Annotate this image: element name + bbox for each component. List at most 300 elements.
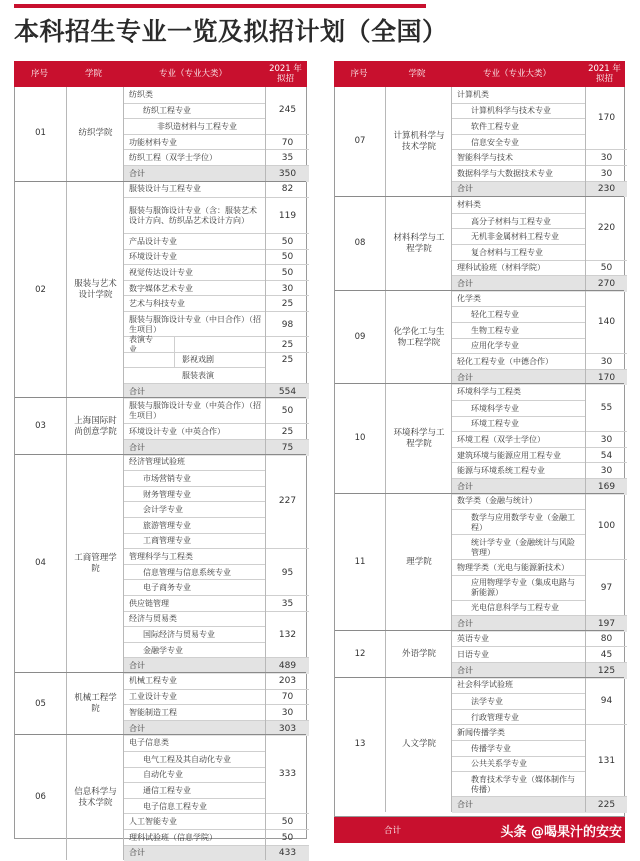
major-name: 财务管理专业	[143, 489, 191, 499]
total-value: 225	[586, 796, 627, 813]
major-row	[124, 642, 266, 659]
major-name: 合计	[129, 168, 145, 178]
plan-value: 50	[266, 813, 309, 830]
major-row	[452, 646, 586, 663]
header-num: 序号	[350, 69, 368, 79]
major-name: 智能制造工程	[129, 707, 177, 717]
major-row	[124, 501, 266, 518]
major-name: 信息管理与信息系统专业	[143, 567, 231, 577]
major-name: 日语专业	[457, 650, 489, 660]
major-row	[452, 693, 586, 710]
major-row	[124, 829, 266, 846]
plan-value: 132	[266, 611, 309, 659]
college-name: 人文学院	[385, 678, 452, 812]
major-row	[452, 678, 586, 694]
major-name: 电气工程及其自动化专业	[143, 754, 231, 764]
sub-row-line	[174, 352, 266, 353]
major-name: 环境科学与工程类	[457, 387, 521, 397]
header-college: 学院	[408, 69, 426, 79]
major-list	[123, 735, 266, 860]
major-row	[452, 87, 586, 103]
major-name: 信息安全专业	[471, 137, 519, 147]
college-group	[335, 493, 624, 631]
major-name: 服装设计与工程专业	[129, 184, 201, 194]
major-row	[124, 689, 266, 706]
plan-value: 203	[278, 675, 297, 686]
group-number: 07	[354, 136, 366, 147]
major-name: 纺织工程（双学士学位）	[129, 153, 217, 163]
plan-value: 119	[266, 197, 309, 234]
major-row	[124, 336, 266, 353]
group-number: 03	[35, 421, 46, 432]
major-name: 环境工程（双学士学位）	[457, 434, 545, 444]
major-row	[124, 564, 266, 581]
major-row	[452, 740, 586, 757]
total-value: 125	[586, 662, 627, 679]
major-row	[452, 384, 586, 400]
major-name: 数字媒体艺术专业	[129, 283, 193, 293]
major-name: 人工智能专业	[129, 817, 177, 827]
plan-values	[585, 678, 627, 812]
major-name: 视觉传达设计专业	[129, 268, 193, 278]
college-name: 材料科学与工程学院	[385, 197, 452, 291]
major-list	[123, 182, 266, 399]
major-row	[124, 673, 266, 689]
left-plan-table	[14, 61, 307, 859]
major-list	[451, 384, 586, 493]
major-name: 计算机科学与技术专业	[471, 106, 551, 116]
major-name: 会计学专业	[143, 505, 183, 515]
header-plan: 2021 年 拟招	[588, 64, 621, 84]
plan-value: 30	[586, 165, 627, 182]
major-row	[124, 134, 266, 151]
college-name: 信息科学与技术学院	[66, 735, 124, 860]
college-group	[15, 87, 306, 181]
major-name: 旅游管理专业	[143, 520, 191, 530]
major-row	[452, 134, 586, 151]
major-name: 法学专业	[471, 697, 503, 707]
major-row	[452, 756, 586, 773]
college-name: 化学化工与生物工程学院	[385, 291, 452, 385]
major-name: 合计	[457, 800, 473, 810]
plan-value: 25	[266, 295, 309, 312]
major-row	[124, 118, 266, 135]
plan-value: 220	[597, 223, 616, 234]
plan-value: 95	[266, 548, 309, 596]
plan-value: 70	[266, 689, 309, 706]
major-row	[124, 517, 266, 534]
major-row	[452, 771, 586, 797]
total-row	[124, 165, 266, 182]
group-number: 09	[354, 332, 366, 343]
major-name: 化学类	[457, 293, 481, 303]
major-row	[124, 751, 266, 768]
major-row	[124, 423, 266, 440]
college-group	[15, 672, 306, 735]
plan-value: 35	[266, 595, 309, 612]
plan-values	[585, 494, 627, 631]
major-row	[452, 213, 586, 230]
major-name: 数学类（金融与统计）	[457, 496, 537, 506]
major-name: 理科试验班（信息学院）	[129, 832, 217, 842]
table-body	[334, 87, 625, 817]
college-group	[335, 677, 624, 812]
plan-value: 80	[600, 633, 613, 644]
major-name: 高分子材料与工程专业	[471, 216, 551, 226]
table-header	[334, 61, 625, 87]
college-name: 计算机科学与技术学院	[385, 87, 452, 196]
major-name: 经济与贸易类	[129, 614, 177, 624]
major-row	[452, 447, 586, 464]
major-name: 材料类	[457, 199, 481, 209]
major-name: 环境科学专业	[471, 403, 519, 413]
major-name: 合计	[129, 386, 145, 396]
major-name: 新闻传播学类	[457, 728, 505, 738]
major-name: 自动化专业	[143, 770, 183, 780]
group-number: 10	[354, 433, 366, 444]
group-number: 06	[35, 792, 46, 803]
college-group	[335, 630, 624, 678]
college-name: 纺织学院	[66, 87, 124, 181]
major-list	[123, 673, 266, 735]
major-name: 电子商务专业	[143, 583, 191, 593]
major-name: 合计	[457, 665, 473, 675]
major-name: 金融学专业	[143, 645, 183, 655]
plan-value: 54	[586, 447, 627, 464]
major-row	[124, 455, 266, 471]
total-value: 169	[586, 478, 627, 495]
college-group	[15, 397, 306, 454]
major-name: 经济管理试验班	[129, 457, 185, 467]
major-row	[452, 534, 586, 560]
page-title: 本科招生专业一览及拟招计划（全国）	[14, 17, 448, 46]
major-name: 服装与服饰设计专业（中日合作）（招生项目）	[129, 314, 261, 334]
group-number: 08	[354, 238, 366, 249]
college-group	[15, 734, 306, 860]
plan-value: 100	[597, 521, 616, 532]
major-list	[451, 494, 586, 631]
major-row	[124, 233, 266, 250]
plan-value: 50	[266, 233, 309, 250]
plan-value: 30	[266, 704, 309, 721]
major-row	[452, 509, 586, 535]
plan-value: 131	[586, 724, 627, 797]
major-name: 供应链管理	[129, 598, 169, 608]
plan-value: 50	[586, 260, 627, 277]
plan-value: 70	[266, 134, 309, 151]
major-row	[124, 782, 266, 799]
plan-value: 333	[278, 769, 297, 780]
plan-values	[265, 398, 309, 454]
major-name: 软件工程专业	[471, 121, 519, 131]
major-name: 生物工程专业	[471, 325, 519, 335]
major-name: 社会科学试验班	[457, 680, 513, 690]
header-plan: 2021 年 拟招	[269, 64, 302, 84]
group-number: 12	[354, 648, 366, 659]
major-row	[124, 182, 266, 198]
major-name: 服装表演	[182, 371, 214, 381]
major-row	[124, 103, 266, 120]
plan-value: 30	[586, 149, 627, 166]
plan-values	[265, 735, 309, 860]
major-name: 非织造材料与工程专业	[157, 121, 237, 131]
major-name: 教育技术学专业（媒体制作与传播）	[471, 774, 575, 794]
major-row	[124, 611, 266, 628]
group-number: 11	[354, 556, 366, 567]
plan-value: 25	[266, 336, 309, 353]
plan-value: 25	[266, 352, 309, 369]
major-row	[452, 353, 586, 370]
plan-value: 35	[266, 149, 309, 166]
major-name: 功能材料专业	[129, 137, 177, 147]
major-row	[124, 470, 266, 487]
major-row	[124, 367, 266, 384]
major-row	[452, 400, 586, 417]
major-row	[452, 118, 586, 135]
major-name: 合计	[129, 848, 145, 858]
major-row	[452, 724, 586, 741]
header-major: 专业（专业大类）	[482, 69, 551, 79]
total-row	[452, 181, 586, 198]
plan-value: 55	[600, 402, 613, 413]
watermark: 头条 @喝果汁的安安	[500, 824, 622, 840]
college-group	[335, 87, 624, 196]
plan-value: 50	[266, 249, 309, 266]
total-value: 433	[266, 845, 309, 861]
major-row	[452, 165, 586, 182]
plan-values	[585, 87, 627, 196]
college-group	[15, 181, 306, 399]
major-row	[124, 735, 266, 751]
major-row	[452, 228, 586, 245]
major-name: 合计	[457, 481, 473, 491]
major-name: 影视戏剧	[182, 355, 214, 365]
major-name: 合计	[457, 184, 473, 194]
major-name: 工商管理专业	[143, 536, 191, 546]
group-number: 05	[35, 698, 46, 709]
major-name: 合计	[457, 619, 473, 629]
plan-value: 82	[281, 184, 294, 195]
major-row	[452, 575, 586, 601]
college-name: 外语学院	[385, 631, 452, 678]
major-name: 公共关系学专业	[471, 759, 527, 769]
total-value: 170	[586, 369, 627, 386]
major-name: 数学与应用数学专业（金融工程）	[471, 512, 575, 532]
major-name: 行政管理专业	[471, 712, 519, 722]
major-name: 传播学专业	[471, 743, 511, 753]
total-value: 75	[266, 439, 309, 456]
major-row	[124, 295, 266, 312]
major-row	[124, 798, 266, 815]
major-row	[124, 280, 266, 297]
major-row	[124, 533, 266, 550]
major-name: 复合材料与工程专业	[471, 247, 543, 257]
plan-values	[265, 87, 309, 181]
total-row	[124, 845, 266, 861]
total-value: 270	[586, 275, 627, 292]
major-name: 纺织类	[129, 89, 153, 99]
major-name: 应用物理学专业（集成电路与新能源）	[471, 578, 575, 598]
total-row	[452, 796, 586, 813]
major-row	[452, 559, 586, 576]
total-value: 350	[266, 165, 309, 182]
plan-value: 50	[281, 405, 294, 416]
college-group	[335, 196, 624, 291]
major-name: 合计	[129, 442, 145, 452]
major-row	[124, 197, 266, 234]
major-row	[452, 149, 586, 166]
college-name: 服装与艺术设计学院	[66, 182, 124, 399]
major-row	[452, 338, 586, 355]
header-num: 序号	[30, 69, 48, 79]
major-name: 电子信息类	[129, 738, 169, 748]
title-accent-bar	[14, 4, 426, 8]
major-row	[124, 813, 266, 830]
major-row	[452, 600, 586, 617]
major-name: 智能科学与技术	[457, 153, 513, 163]
major-row	[452, 197, 586, 213]
college-group	[335, 290, 624, 385]
major-name: 环境工程专业	[471, 419, 519, 429]
grand-total-label: 合计	[384, 826, 402, 836]
major-name: 产品设计专业	[129, 236, 177, 246]
major-name: 统计学专业（金融统计与风险管理）	[471, 537, 575, 557]
major-row	[452, 494, 586, 510]
major-row	[452, 631, 586, 647]
college-group	[15, 454, 306, 673]
major-row	[124, 398, 266, 423]
plan-value: 227	[278, 496, 297, 507]
major-row	[124, 311, 266, 337]
major-list	[451, 197, 586, 291]
plan-value: 30	[266, 280, 309, 297]
plan-value: 94	[600, 696, 613, 707]
college-group	[335, 383, 624, 493]
major-name: 轻化工程专业（中德合作）	[457, 356, 553, 366]
major-row	[124, 767, 266, 784]
college-name: 工商管理学院	[66, 455, 124, 673]
major-row	[124, 352, 266, 369]
header-major: 专业（专业大类）	[158, 69, 227, 79]
major-name: 合计	[129, 661, 145, 671]
major-row	[452, 260, 586, 277]
plan-values	[585, 291, 627, 385]
plan-value: 140	[597, 316, 616, 327]
plan-value: 45	[586, 646, 627, 663]
major-name: 服装与服饰设计专业（含：服装艺术设计方向、纺织品艺术设计方向）	[129, 206, 257, 226]
plan-value: 30	[586, 431, 627, 448]
major-row	[124, 704, 266, 721]
major-name: 数据科学与大数据技术专业	[457, 168, 553, 178]
plan-value: 25	[266, 423, 309, 440]
major-name: 英语专业	[457, 633, 489, 643]
plan-value: 97	[586, 559, 627, 616]
header-college: 学院	[84, 69, 102, 79]
major-row	[124, 626, 266, 643]
group-number: 02	[35, 284, 46, 295]
major-row	[124, 87, 266, 103]
plan-values	[265, 182, 309, 399]
major-row	[124, 595, 266, 612]
major-name: 通信工程专业	[143, 785, 191, 795]
major-list	[451, 678, 586, 812]
major-name: 国际经济与贸易专业	[143, 629, 215, 639]
major-name: 应用化学专业	[471, 341, 519, 351]
major-row	[452, 244, 586, 261]
plan-value: 30	[586, 353, 627, 370]
major-list	[451, 631, 586, 678]
right-plan-table	[334, 61, 625, 817]
plan-value: 170	[597, 113, 616, 124]
plan-value: 30	[586, 462, 627, 479]
total-value: 230	[586, 181, 627, 198]
major-name: 机械工程专业	[129, 675, 177, 685]
major-name: 工业设计专业	[129, 692, 177, 702]
major-name: 能源与环境系统工程专业	[457, 466, 545, 476]
table-header	[14, 61, 307, 87]
major-row	[124, 548, 266, 565]
plan-values	[585, 384, 627, 493]
total-value: 554	[266, 383, 309, 400]
major-name: 纺织工程专业	[143, 106, 191, 116]
major-row	[452, 306, 586, 323]
major-name: 艺术与科技专业	[129, 299, 185, 309]
major-name: 光电信息科学与工程专业	[471, 603, 559, 613]
major-row	[452, 291, 586, 307]
major-list	[123, 455, 266, 673]
major-row	[124, 149, 266, 166]
major-row	[452, 431, 586, 448]
major-name: 服装与服饰设计专业（中英合作）（招生项目）	[129, 400, 261, 420]
total-value: 197	[586, 615, 627, 632]
major-row	[452, 103, 586, 120]
major-name: 物理学类（光电与能源新技术）	[457, 562, 569, 572]
major-name: 无机非金属材料工程专业	[471, 232, 559, 242]
major-name: 计算机类	[457, 89, 489, 99]
major-name: 环境设计专业（中英合作）	[129, 427, 225, 437]
major-row	[124, 579, 266, 596]
plan-values	[265, 673, 309, 735]
plan-value: 245	[278, 105, 297, 116]
college-name: 环境科学与工程学院	[385, 384, 452, 493]
major-name: 表演专业	[129, 334, 153, 354]
major-list	[451, 87, 586, 196]
plan-values	[585, 631, 627, 678]
major-name: 环境设计专业	[129, 252, 177, 262]
table-body	[14, 87, 307, 859]
major-list	[451, 291, 586, 385]
major-name: 合计	[457, 278, 473, 288]
plan-value: 50	[266, 829, 309, 846]
college-name: 上海国际时尚创意学院	[66, 398, 124, 454]
major-row	[452, 416, 586, 433]
major-name: 合计	[457, 372, 473, 382]
major-row	[124, 486, 266, 503]
major-name: 合计	[129, 723, 145, 733]
plan-value: 98	[266, 311, 309, 337]
major-name: 市场营销专业	[143, 473, 191, 483]
college-name: 机械工程学院	[66, 673, 124, 735]
group-number: 04	[35, 558, 46, 569]
major-name: 电子信息工程专业	[143, 801, 207, 811]
group-number: 13	[354, 739, 366, 750]
major-row	[124, 249, 266, 266]
college-name: 理学院	[385, 494, 452, 631]
group-number: 01	[35, 128, 46, 139]
major-row	[452, 322, 586, 339]
major-name: 理科试验班（材料学院）	[457, 263, 545, 273]
plan-values	[585, 197, 627, 291]
